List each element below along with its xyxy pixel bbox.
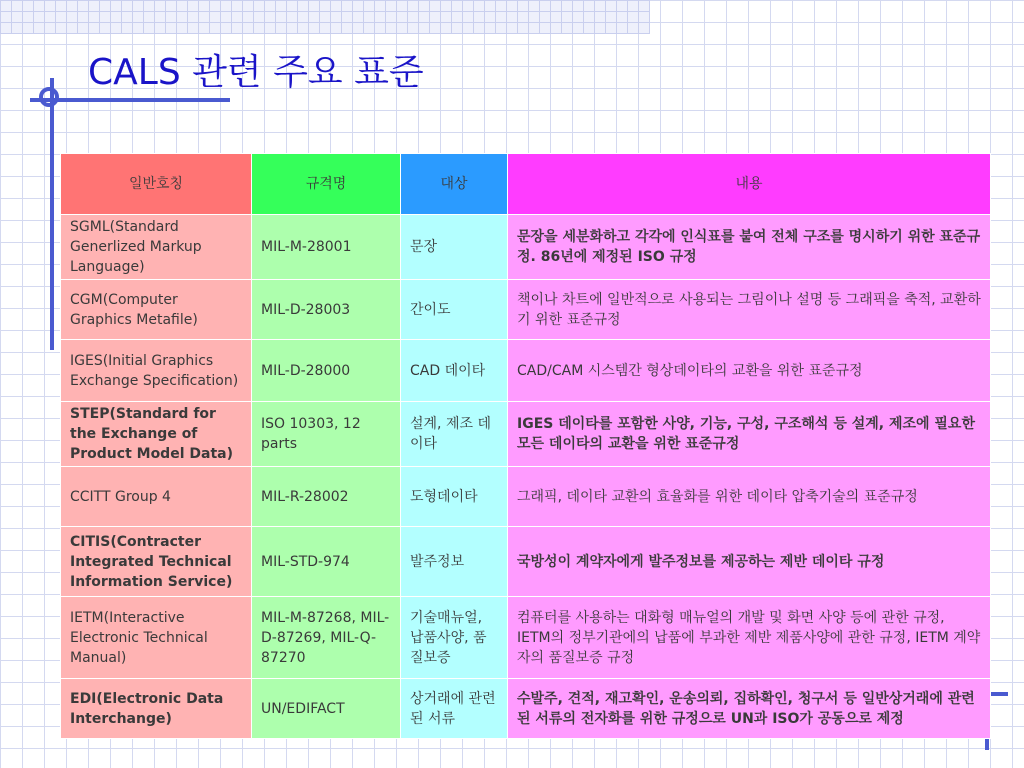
cell-name: CCITT Group 4: [61, 467, 252, 527]
cell-name: IETM(Interactive Electronic Technical Manual): [61, 597, 252, 679]
cell-name: CITIS(Contracter Integrated Technical Information Service): [61, 527, 252, 597]
table-row: [61, 402, 991, 467]
table-header-row: [61, 154, 991, 215]
decorative-ring-icon: [39, 87, 59, 107]
cell-content: 그래픽, 데이타 교환의 효율화를 위한 데이타 압축기술의 표준규정: [508, 467, 991, 527]
cell-target: 문장: [401, 215, 508, 280]
cell-content: CAD/CAM 시스템간 형상데이타의 교환을 위한 표준규정: [508, 340, 991, 402]
table-row: [61, 467, 991, 527]
table-row: [61, 280, 991, 340]
cell-target: 설계, 제조 데이타: [401, 402, 508, 467]
cell-content: IGES 데이타를 포함한 사양, 기능, 구성, 구조해석 등 설계, 제조에 필요한 모든 데이타의 교환을 위한 표준규정: [508, 402, 991, 467]
cell-spec: MIL-STD-974: [252, 527, 401, 597]
cell-spec: UN/EDIFACT: [252, 679, 401, 739]
header-general-name: 일반호칭: [61, 154, 252, 215]
cell-spec: MIL-M-28001: [252, 215, 401, 280]
page-title: CALS 관련 주요 표준: [88, 52, 424, 93]
cell-content: 문장을 세분화하고 각각에 인식표를 붙여 전체 구조를 명시하기 위한 표준규정. 86년에 제정된 ISO 규정: [508, 215, 991, 280]
header-spec-name: 규격명: [252, 154, 401, 215]
decorative-vertical-line: [50, 78, 54, 350]
cell-name: CGM(Computer Graphics Metafile): [61, 280, 252, 340]
cell-target: 발주정보: [401, 527, 508, 597]
table-row: [61, 679, 991, 739]
top-decorative-band: [0, 0, 650, 34]
cell-target: CAD 데이타: [401, 340, 508, 402]
table-row: [61, 340, 991, 402]
cell-target: 간이도: [401, 280, 508, 340]
cell-name: STEP(Standard for the Exchange of Product Model Data): [61, 402, 252, 467]
cell-target: 상거래에 관련된 서류: [401, 679, 508, 739]
cell-content: 컴퓨터를 사용하는 대화형 매뉴얼의 개발 및 화면 사양 등에 관한 규정, IETM의 정부기관에의 납품에 부과한 제반 제품사양에 관한 규정, IETM 계약자의 품질보증 규정: [508, 597, 991, 679]
table-row: [61, 597, 991, 679]
table-row: [61, 215, 991, 280]
header-content: 내용: [508, 154, 991, 215]
cell-spec: MIL-R-28002: [252, 467, 401, 527]
cell-spec: MIL-M-87268, MIL-D-87269, MIL-Q-87270: [252, 597, 401, 679]
cell-target: 기술매뉴얼, 납품사양, 품질보증: [401, 597, 508, 679]
cell-content: 책이나 차트에 일반적으로 사용되는 그림이나 설명 등 그래픽을 축적, 교환하기 위한 표준규정: [508, 280, 991, 340]
cell-content: 수발주, 견적, 재고확인, 운송의뢰, 집하확인, 청구서 등 일반상거래에 관련된 서류의 전자화를 위한 규정으로 UN과 ISO가 공동으로 제정: [508, 679, 991, 739]
decorative-horizontal-line: [30, 98, 230, 102]
cell-spec: MIL-D-28000: [252, 340, 401, 402]
cell-content: 국방성이 계약자에게 발주정보를 제공하는 제반 데이타 규정: [508, 527, 991, 597]
header-target: 대상: [401, 154, 508, 215]
cell-spec: ISO 10303, 12 parts: [252, 402, 401, 467]
cell-name: EDI(Electronic Data Interchange): [61, 679, 252, 739]
cell-target: 도형데이타: [401, 467, 508, 527]
cell-name: IGES(Initial Graphics Exchange Specification): [61, 340, 252, 402]
cell-spec: MIL-D-28003: [252, 280, 401, 340]
table-row: [61, 527, 991, 597]
cals-standards-table: [60, 153, 991, 739]
cell-name: SGML(Standard Generlized Markup Language): [61, 215, 252, 280]
